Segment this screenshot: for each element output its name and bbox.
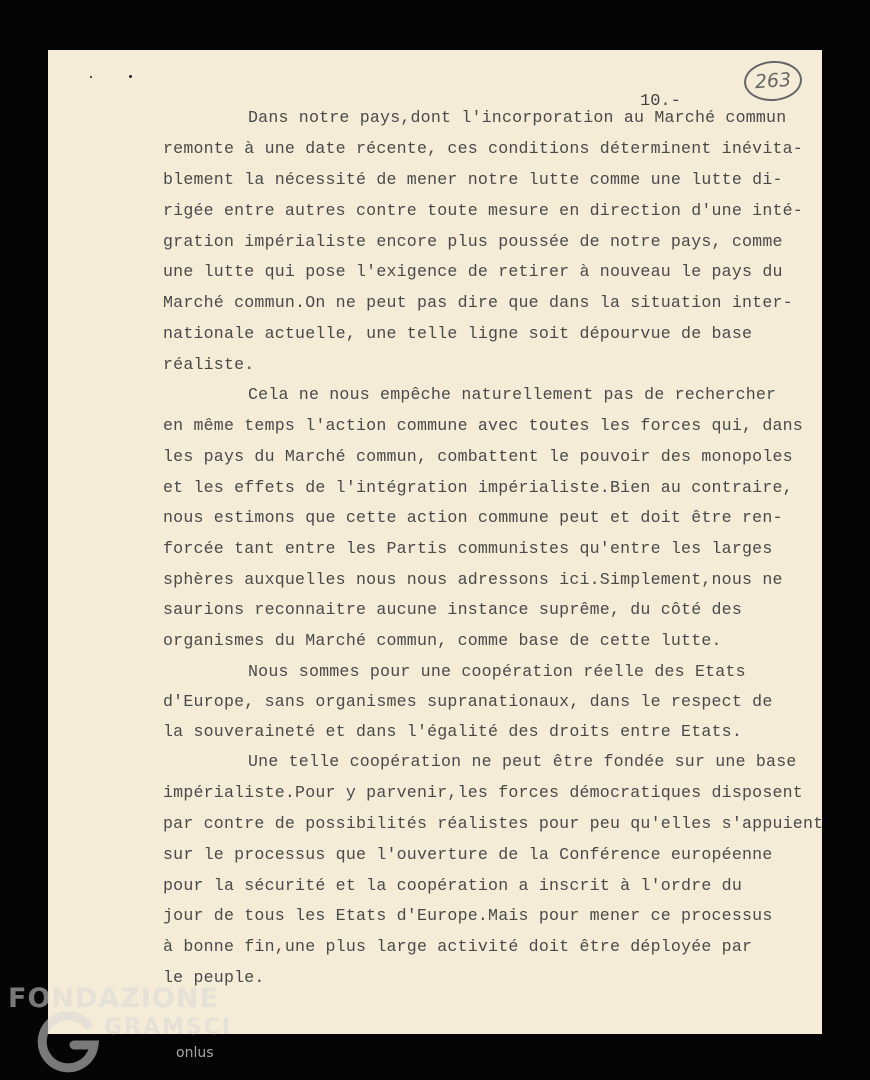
text-line: une lutte qui pose l'exigence de retirer à nouveau le pays du [163, 262, 783, 281]
paper-speck [90, 76, 92, 78]
archive-number-stamp: 263 [743, 59, 804, 103]
text-line: nous estimons que cette action commune peut et doit être ren- [163, 508, 783, 527]
text-line: rigée entre autres contre toute mesure en direction d'une inté- [163, 201, 803, 220]
watermark-text-fondazione: FONDAZIONE [8, 983, 219, 1014]
text-line: réaliste. [163, 355, 255, 374]
watermark-text-onlus: onlus [176, 1045, 214, 1061]
text-line: Cela ne nous empêche naturellement pas de rechercher [248, 385, 777, 404]
text-line: jour de tous les Etats d'Europe.Mais pour mener ce processus [163, 906, 773, 925]
text-line: impérialiste.Pour y parvenir,les forces démocratiques disposent [163, 783, 803, 802]
text-line: Dans notre pays,dont l'incorporation au Marché commun [248, 108, 787, 127]
text-line: Une telle coopération ne peut être fondée sur une base [248, 752, 797, 771]
text-line: le peuple. [163, 968, 265, 987]
g-logo-icon [36, 1005, 106, 1075]
text-line: les pays du Marché commun, combattent le pouvoir des monopoles [163, 447, 793, 466]
text-line: gration impérialiste encore plus poussée de notre pays, comme [163, 232, 783, 251]
text-line: la souveraineté et dans l'égalité des droits entre Etats. [163, 722, 742, 741]
text-line: Marché commun.On ne peut pas dire que dans la situation inter- [163, 293, 793, 312]
text-line: à bonne fin,une plus large activité doit être déployée par [163, 937, 753, 956]
paper-speck [129, 75, 132, 78]
text-line: forcée tant entre les Partis communistes qu'entre les larges [163, 539, 773, 558]
text-line: nationale actuelle, une telle ligne soit dépourvue de base [163, 324, 753, 343]
page-number: 10.- [640, 92, 681, 111]
watermark-text-gramsci: GRAMSCI [104, 1015, 233, 1040]
text-line: organismes du Marché commun, comme base de cette lutte. [163, 631, 722, 650]
text-line: pour la sécurité et la coopération a inscrit à l'ordre du [163, 876, 742, 895]
text-line: en même temps l'action commune avec toutes les forces qui, dans [163, 416, 803, 435]
text-line: remonte à une date récente, ces conditions déterminent inévita- [163, 139, 803, 158]
text-line: par contre de possibilités réalistes pour peu qu'elles s'appuient [163, 814, 824, 833]
text-line: d'Europe, sans organismes supranationaux, dans le respect de [163, 692, 773, 711]
text-line: sur le processus que l'ouverture de la Conférence européenne [163, 845, 773, 864]
text-line: et les effets de l'intégration impérialiste.Bien au contraire, [163, 478, 793, 497]
text-line: blement la nécessité de mener notre lutte comme une lutte di- [163, 170, 783, 189]
text-line: Nous sommes pour une coopération réelle des Etats [248, 662, 746, 681]
text-line: sphères auxquelles nous nous adressons ici.Simplement,nous ne [163, 570, 783, 589]
text-line: saurions reconnaitre aucune instance suprême, du côté des [163, 600, 742, 619]
